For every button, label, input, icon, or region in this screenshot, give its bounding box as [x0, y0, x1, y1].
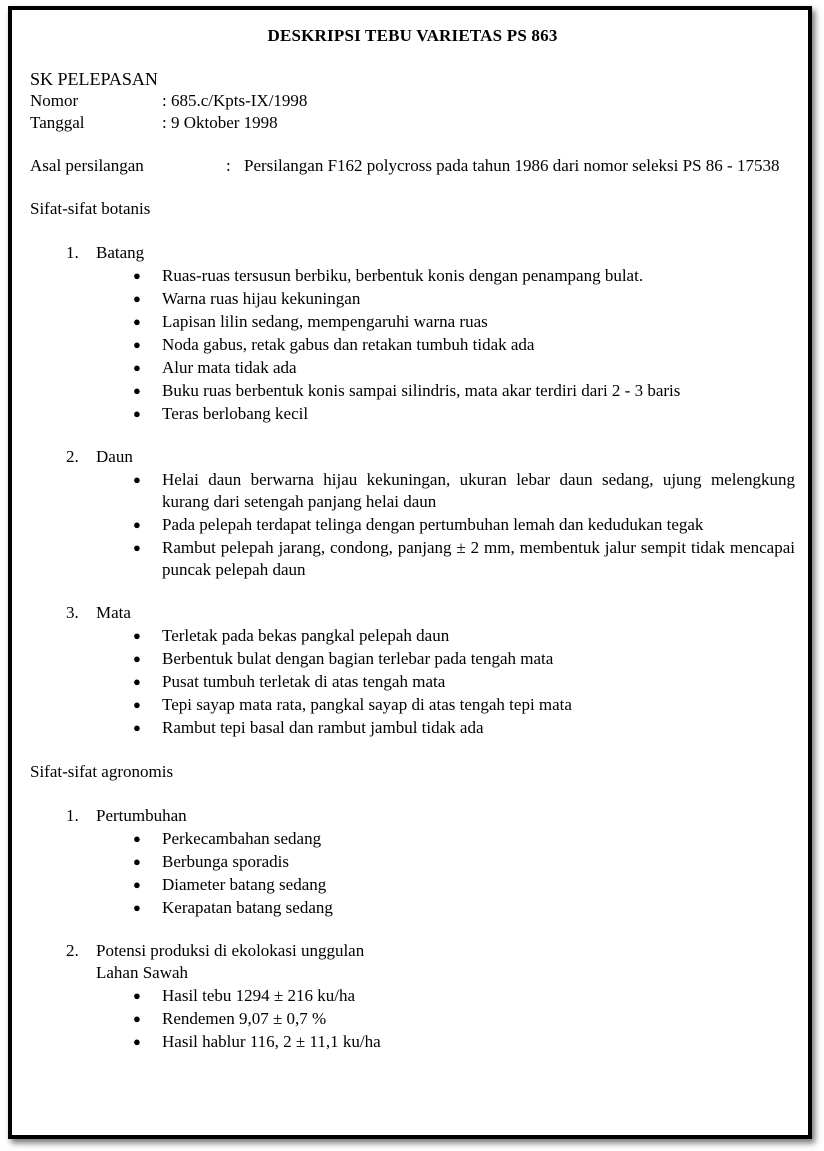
- numbered-item: [30, 940, 795, 962]
- bullet-text: Ruas-ruas tersusun berbiku, berbentuk konis dengan penampang bulat.: [162, 266, 644, 285]
- bullet-item: [126, 265, 795, 287]
- bullet-item: [126, 874, 795, 896]
- bullet-item: [126, 648, 795, 670]
- bullet-dot-icon: ●: [133, 540, 141, 555]
- item-label: Pertumbuhan: [96, 806, 187, 825]
- bullet-text: Alur mata tidak ada: [162, 358, 297, 377]
- item-number: 1.: [66, 806, 79, 825]
- agronomis-list: [30, 805, 795, 1053]
- bullet-item: [126, 625, 795, 647]
- bullet-item: [126, 514, 795, 536]
- bullet-item: [126, 469, 795, 513]
- bullet-dot-icon: ●: [133, 877, 141, 892]
- bullet-list: [30, 469, 795, 581]
- bullet-item: [126, 537, 795, 581]
- item-label: Daun: [96, 447, 133, 466]
- bullet-text: Lapisan lilin sedang, mempengaruhi warna ruas: [162, 312, 488, 331]
- asal-value: Persilangan F162 polycross pada tahun 1986 dari nomor seleksi PS 86 - 17538: [244, 156, 780, 175]
- numbered-item: [30, 602, 795, 624]
- bullet-item: [126, 828, 795, 850]
- bullet-dot-icon: ●: [133, 831, 141, 846]
- section-heading-botanis: Sifat-sifat botanis: [30, 199, 151, 218]
- bullet-list: [30, 265, 795, 425]
- bullet-item: [126, 671, 795, 693]
- bullet-text: Pusat tumbuh terletak di atas tengah mata: [162, 672, 446, 691]
- item-sublabel: Lahan Sawah: [96, 963, 189, 982]
- bullet-text: Teras berlobang kecil: [162, 404, 309, 423]
- bullet-text: Noda gabus, retak gabus dan retakan tumbuh tidak ada: [162, 335, 535, 354]
- bullet-dot-icon: ●: [133, 291, 141, 306]
- bullet-item: [126, 311, 795, 333]
- sk-row-nomor: [30, 90, 795, 112]
- bullet-dot-icon: ●: [133, 517, 141, 532]
- bullet-dot-icon: ●: [133, 854, 141, 869]
- bullet-dot-icon: ●: [133, 314, 141, 329]
- bullet-item: [126, 380, 795, 402]
- item-label: Mata: [96, 603, 131, 622]
- bullet-dot-icon: ●: [133, 1011, 141, 1026]
- bullet-text: Hasil hablur 116, 2 ± 11,1 ku/ha: [162, 1032, 381, 1051]
- bullet-item: [126, 334, 795, 356]
- bullet-dot-icon: ●: [133, 383, 141, 398]
- sk-value: : 685.c/Kpts-IX/1998: [162, 91, 308, 110]
- bullet-item: [126, 717, 795, 739]
- document-frame: [8, 6, 812, 1139]
- bullet-dot-icon: ●: [133, 651, 141, 666]
- bullet-item: [126, 897, 795, 919]
- item-number: 2.: [66, 941, 79, 960]
- document-title: DESKRIPSI TEBU VARIETAS PS 863: [267, 26, 558, 45]
- bullet-text: Diameter batang sedang: [162, 875, 327, 894]
- bullet-dot-icon: ●: [133, 697, 141, 712]
- sk-key: Nomor: [30, 91, 79, 110]
- bullet-text: Buku ruas berbentuk konis sampai silindris, mata akar terdiri dari 2 - 3 baris: [162, 381, 681, 400]
- document-page: [30, 22, 795, 1053]
- item-number: 3.: [66, 603, 79, 622]
- bullet-text: Pada pelepah terdapat telinga dengan pertumbuhan lemah dan kedudukan tegak: [162, 515, 704, 534]
- item-number: 2.: [66, 447, 79, 466]
- bullet-dot-icon: ●: [133, 988, 141, 1003]
- bullet-list: [30, 985, 795, 1053]
- bullet-dot-icon: ●: [133, 360, 141, 375]
- bullet-item: [126, 403, 795, 425]
- bullet-item: [126, 851, 795, 873]
- bullet-list: [30, 828, 795, 919]
- bullet-text: Rambut tepi basal dan rambut jambul tidak ada: [162, 718, 484, 737]
- sk-heading: SK PELEPASAN: [30, 69, 158, 89]
- sk-key: Tanggal: [30, 113, 85, 132]
- sk-value: : 9 Oktober 1998: [162, 113, 278, 132]
- bullet-text: Kerapatan batang sedang: [162, 898, 333, 917]
- bullet-dot-icon: ●: [133, 1034, 141, 1049]
- asal-key: Asal persilangan: [30, 156, 144, 175]
- bullet-item: [126, 357, 795, 379]
- numbered-item: [30, 242, 795, 264]
- bullet-dot-icon: ●: [133, 337, 141, 352]
- bullet-item: [126, 1031, 795, 1053]
- sk-row-tanggal: [30, 112, 795, 134]
- bullet-list: [30, 625, 795, 739]
- bullet-dot-icon: ●: [133, 628, 141, 643]
- sk-pelepasan-block: [30, 68, 795, 134]
- bullet-dot-icon: ●: [133, 472, 141, 487]
- bullet-text: Tepi sayap mata rata, pangkal sayap di atas tengah tepi mata: [162, 695, 572, 714]
- bullet-text: Berbunga sporadis: [162, 852, 290, 871]
- bullet-dot-icon: ●: [133, 720, 141, 735]
- item-number: 1.: [66, 243, 79, 262]
- bullet-item: [126, 985, 795, 1007]
- item-label: Potensi produksi di ekolokasi unggulan: [96, 941, 365, 960]
- bullet-text: Rendemen 9,07 ± 0,7 %: [162, 1009, 327, 1028]
- numbered-item: [30, 805, 795, 827]
- bullet-dot-icon: ●: [133, 406, 141, 421]
- item-label: Batang: [96, 243, 145, 262]
- asal-persilangan-row: [30, 155, 795, 177]
- bullet-item: [126, 288, 795, 310]
- numbered-item: [30, 446, 795, 468]
- bullet-item: [126, 694, 795, 716]
- bullet-text: Warna ruas hijau kekuningan: [162, 289, 361, 308]
- bullet-dot-icon: ●: [133, 268, 141, 283]
- bullet-text: Perkecambahan sedang: [162, 829, 322, 848]
- bullet-dot-icon: ●: [133, 674, 141, 689]
- bullet-text: Hasil tebu 1294 ± 216 ku/ha: [162, 986, 356, 1005]
- section-heading-agronomis: Sifat-sifat agronomis: [30, 762, 174, 781]
- bullet-item: [126, 1008, 795, 1030]
- bullet-dot-icon: ●: [133, 900, 141, 915]
- bullet-text: Terletak pada bekas pangkal pelepah daun: [162, 626, 450, 645]
- botanis-list: [30, 242, 795, 739]
- bullet-text: Helai daun berwarna hijau kekuningan, ukuran lebar daun sedang, ujung melengkung kurang dari setengah panjang helai daun: [162, 470, 795, 511]
- bullet-text: Rambut pelepah jarang, condong, panjang ± 2 mm, membentuk jalur sempit tidak mencapai puncak pelepah daun: [162, 538, 795, 579]
- asal-colon: :: [226, 156, 231, 175]
- bullet-text: Berbentuk bulat dengan bagian terlebar pada tengah mata: [162, 649, 554, 668]
